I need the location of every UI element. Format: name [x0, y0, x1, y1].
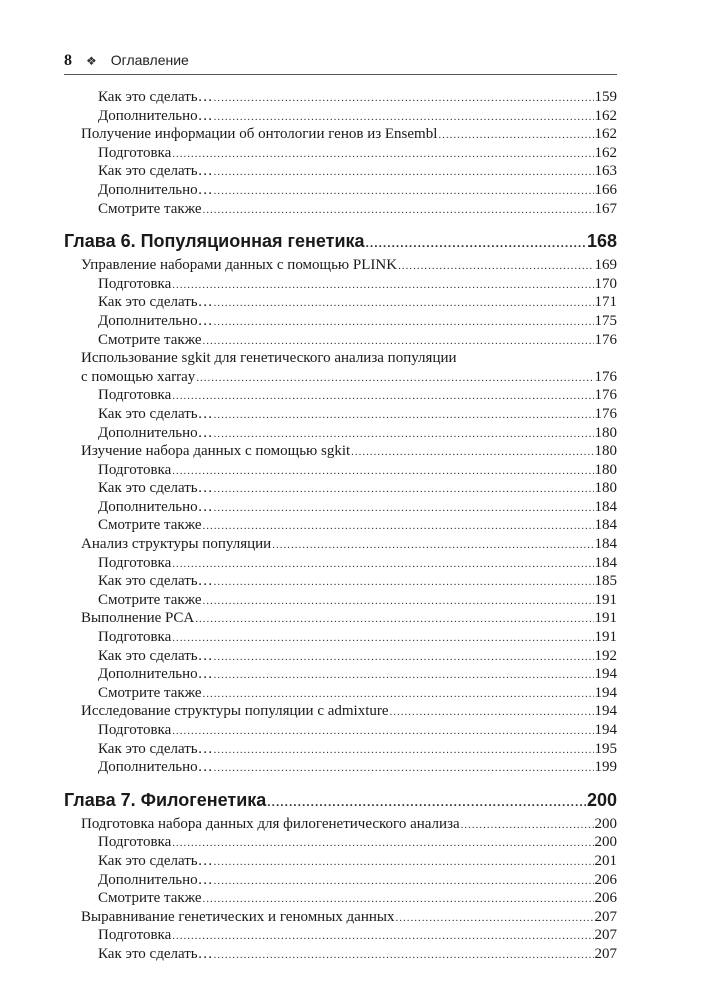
- toc-subsection[interactable]: [64, 740, 617, 759]
- toc-label: Дополнительно…: [98, 181, 213, 198]
- toc-page-number: 207: [594, 945, 617, 962]
- toc-label: Подготовка набора данных для филогенетического анализа: [81, 815, 460, 832]
- toc-page-number: 195: [594, 740, 617, 757]
- toc-label: Дополнительно…: [98, 312, 213, 329]
- toc-subsection[interactable]: [64, 107, 617, 126]
- running-header: [64, 52, 617, 75]
- dot-leader: [214, 648, 594, 667]
- dot-leader: [214, 666, 594, 685]
- toc-subsection[interactable]: [64, 516, 617, 535]
- toc-page-number: 206: [594, 890, 617, 907]
- toc-label: Как это сделать…: [98, 405, 213, 422]
- toc-label: Смотрите также: [98, 684, 202, 701]
- dot-leader: [172, 722, 593, 741]
- toc-page-number: 162: [594, 126, 617, 143]
- toc-label: Подготовка: [98, 834, 172, 851]
- toc-page-number: 191: [594, 591, 617, 608]
- toc-chapter[interactable]: [64, 228, 617, 254]
- toc-subsection[interactable]: [64, 424, 617, 443]
- dot-leader: [366, 230, 586, 256]
- dot-leader: [172, 276, 593, 295]
- dot-leader: [351, 443, 593, 462]
- dot-leader: [214, 946, 594, 965]
- toc-page-number: 170: [594, 275, 617, 292]
- toc-page-number: 192: [594, 647, 617, 664]
- dot-leader: [203, 890, 594, 909]
- toc-page-number: 176: [594, 368, 617, 385]
- dot-leader: [214, 89, 594, 108]
- dot-leader: [214, 853, 594, 872]
- toc-page-number: 169: [594, 257, 617, 274]
- dot-leader: [172, 387, 593, 406]
- dot-leader: [172, 555, 593, 574]
- toc-section[interactable]: [64, 815, 617, 834]
- toc-subsection[interactable]: [64, 647, 617, 666]
- toc-page-number: 168: [586, 231, 617, 252]
- toc-label: Смотрите также: [98, 591, 202, 608]
- toc-page-number: 200: [594, 815, 617, 832]
- toc-subsection[interactable]: [64, 479, 617, 498]
- toc-page-number: 180: [594, 424, 617, 441]
- toc-label: Как это сделать…: [98, 945, 213, 962]
- toc-page-number: 162: [594, 107, 617, 124]
- dot-leader: [214, 406, 594, 425]
- toc-label: Дополнительно…: [98, 498, 213, 515]
- toc-page-number: 200: [594, 834, 617, 851]
- toc-subsection[interactable]: [64, 405, 617, 424]
- dot-leader: [172, 834, 593, 853]
- toc-page-number: 176: [594, 387, 617, 404]
- toc-section[interactable]: [64, 256, 617, 275]
- toc-section[interactable]: [64, 702, 617, 721]
- toc-subsection[interactable]: [64, 88, 617, 107]
- toc-subsection[interactable]: [64, 498, 617, 517]
- ornament-icon: ❖: [86, 54, 97, 68]
- toc-label: Дополнительно…: [98, 424, 213, 441]
- toc-label: Изучение набора данных с помощью sgkit: [81, 443, 351, 460]
- dot-leader: [461, 816, 594, 835]
- toc-label: Смотрите также: [98, 200, 202, 217]
- dot-leader: [203, 685, 594, 704]
- toc-label: Как это сделать…: [98, 740, 213, 757]
- toc-label: Смотрите также: [98, 331, 202, 348]
- toc-subsection[interactable]: [64, 945, 617, 964]
- dot-leader: [214, 872, 594, 891]
- page-number: 8: [64, 52, 72, 69]
- toc-label-continued: с помощью xarray: [81, 368, 196, 385]
- dot-leader: [196, 369, 593, 388]
- toc-label: Подготовка: [98, 275, 172, 292]
- toc-page-number: 180: [594, 480, 617, 497]
- toc-page-number: 166: [594, 181, 617, 198]
- running-title: Оглавление: [110, 52, 189, 68]
- toc-subsection[interactable]: [64, 628, 617, 647]
- toc-subsection[interactable]: [64, 386, 617, 405]
- toc-subsection[interactable]: [64, 758, 617, 777]
- toc-page-number: 194: [594, 666, 617, 683]
- toc-section[interactable]: [64, 535, 617, 554]
- dot-leader: [214, 108, 594, 127]
- toc-label: Смотрите также: [98, 517, 202, 534]
- toc-page-number: 176: [594, 405, 617, 422]
- toc-subsection[interactable]: [64, 200, 617, 219]
- dot-leader: [214, 313, 594, 332]
- dot-leader: [214, 499, 594, 518]
- toc-subsection[interactable]: [64, 852, 617, 871]
- dot-leader: [272, 536, 593, 555]
- toc-chapter[interactable]: [64, 787, 617, 813]
- toc-label: Выравнивание генетических и геномных данных: [81, 908, 395, 925]
- toc-page-number: 167: [594, 200, 617, 217]
- toc-label: Использование sgkit для генетического анализа популяции: [81, 350, 457, 367]
- toc-label: Дополнительно…: [98, 666, 213, 683]
- toc-subsection[interactable]: [64, 833, 617, 852]
- dot-leader: [267, 789, 586, 815]
- toc-page-number: 163: [594, 163, 617, 180]
- dot-leader: [390, 703, 594, 722]
- toc-label: Как это сделать…: [98, 573, 213, 590]
- dot-leader: [214, 480, 594, 499]
- toc-label: Как это сделать…: [98, 480, 213, 497]
- toc-label: Дополнительно…: [98, 107, 213, 124]
- toc-section[interactable]: [64, 609, 617, 628]
- toc-page-number: 159: [594, 89, 617, 105]
- toc-label: Глава 7. Филогенетика: [64, 789, 267, 810]
- toc-label: Глава 6. Популяционная генетика: [64, 231, 365, 252]
- toc-page-number: 184: [594, 498, 617, 515]
- toc-label: Подготовка: [98, 461, 172, 478]
- dot-leader: [172, 462, 593, 481]
- toc-subsection[interactable]: [64, 293, 617, 312]
- dot-leader: [438, 126, 593, 145]
- toc-subsection[interactable]: [64, 684, 617, 703]
- toc-subsection[interactable]: [64, 554, 617, 573]
- toc-page-number: 185: [594, 573, 617, 590]
- toc-label: Дополнительно…: [98, 759, 213, 776]
- toc-subsection[interactable]: [64, 926, 617, 945]
- toc-page-number: 184: [594, 554, 617, 571]
- dot-leader: [214, 573, 594, 592]
- toc-subsection[interactable]: [64, 572, 617, 591]
- toc-page-number: 206: [594, 871, 617, 888]
- toc-label: Подготовка: [98, 927, 172, 944]
- dot-leader: [398, 257, 593, 276]
- toc-subsection[interactable]: [64, 275, 617, 294]
- toc-subsection[interactable]: [64, 461, 617, 480]
- toc-label: Анализ структуры популяции: [81, 536, 272, 553]
- dot-leader: [203, 201, 594, 220]
- dot-leader: [214, 294, 594, 313]
- toc-subsection[interactable]: [64, 181, 617, 200]
- toc-section[interactable]: [64, 442, 617, 461]
- toc-subsection[interactable]: [64, 721, 617, 740]
- toc-subsection[interactable]: [64, 331, 617, 350]
- toc-subsection[interactable]: [64, 591, 617, 610]
- toc-page-number: 162: [594, 144, 617, 161]
- toc-subsection[interactable]: [64, 665, 617, 684]
- toc-page-number: 199: [594, 759, 617, 776]
- toc-subsection[interactable]: [64, 312, 617, 331]
- toc-label: Дополнительно…: [98, 871, 213, 888]
- toc-label: Смотрите также: [98, 890, 202, 907]
- dot-leader: [214, 182, 594, 201]
- dot-leader: [195, 610, 593, 629]
- toc-label: Подготовка: [98, 629, 172, 646]
- toc-page-number: 207: [594, 908, 617, 925]
- toc-page-number: 180: [594, 443, 617, 460]
- toc-page-number: 194: [594, 684, 617, 701]
- toc-label: Подготовка: [98, 144, 172, 161]
- dot-leader: [214, 741, 594, 760]
- dot-leader: [214, 759, 594, 778]
- toc-subsection[interactable]: [64, 144, 617, 163]
- toc-page-number: 207: [594, 927, 617, 944]
- toc-section[interactable]: [64, 125, 617, 144]
- toc-section[interactable]: [64, 908, 617, 927]
- toc-label: Выполнение PCA: [81, 610, 195, 627]
- toc-page-number: 194: [594, 722, 617, 738]
- toc-subsection[interactable]: [64, 162, 617, 181]
- toc-section[interactable]: [64, 349, 617, 386]
- toc-label: Подготовка: [98, 722, 172, 738]
- dot-leader: [172, 927, 593, 946]
- toc-label: Как это сделать…: [98, 89, 213, 105]
- dot-leader: [214, 163, 594, 182]
- toc-label: Получение информации об онтологии генов из Ensembl: [81, 126, 438, 143]
- toc-page-number: 176: [594, 331, 617, 348]
- toc-label: Управление наборами данных с помощью PLINK: [81, 257, 398, 274]
- toc-page-number: 180: [594, 461, 617, 478]
- toc-page-number: 191: [594, 629, 617, 646]
- table-of-contents: [64, 88, 617, 964]
- dot-leader: [395, 909, 593, 928]
- toc-subsection[interactable]: [64, 871, 617, 890]
- toc-page-number: 175: [594, 312, 617, 329]
- toc-page-number: 184: [594, 536, 617, 553]
- dot-leader: [203, 332, 594, 351]
- toc-label: Подготовка: [98, 387, 172, 404]
- toc-label: Как это сделать…: [98, 163, 213, 180]
- dot-leader: [172, 145, 593, 164]
- toc-page-number: 184: [594, 517, 617, 534]
- toc-page-number: 194: [594, 703, 617, 720]
- toc-label: Как это сделать…: [98, 647, 213, 664]
- toc-label: Подготовка: [98, 554, 172, 571]
- toc-page-number: 201: [594, 852, 617, 869]
- toc-label: Как это сделать…: [98, 294, 213, 311]
- toc-page-number: 191: [594, 610, 617, 627]
- dot-leader: [214, 425, 594, 444]
- toc-page-number: 171: [594, 294, 617, 311]
- toc-page-number: 200: [586, 789, 617, 810]
- toc-label: Исследование структуры популяции с admixture: [81, 703, 389, 720]
- dot-leader: [172, 629, 593, 648]
- toc-subsection[interactable]: [64, 889, 617, 908]
- dot-leader: [203, 592, 594, 611]
- dot-leader: [203, 517, 594, 536]
- toc-label: Как это сделать…: [98, 852, 213, 869]
